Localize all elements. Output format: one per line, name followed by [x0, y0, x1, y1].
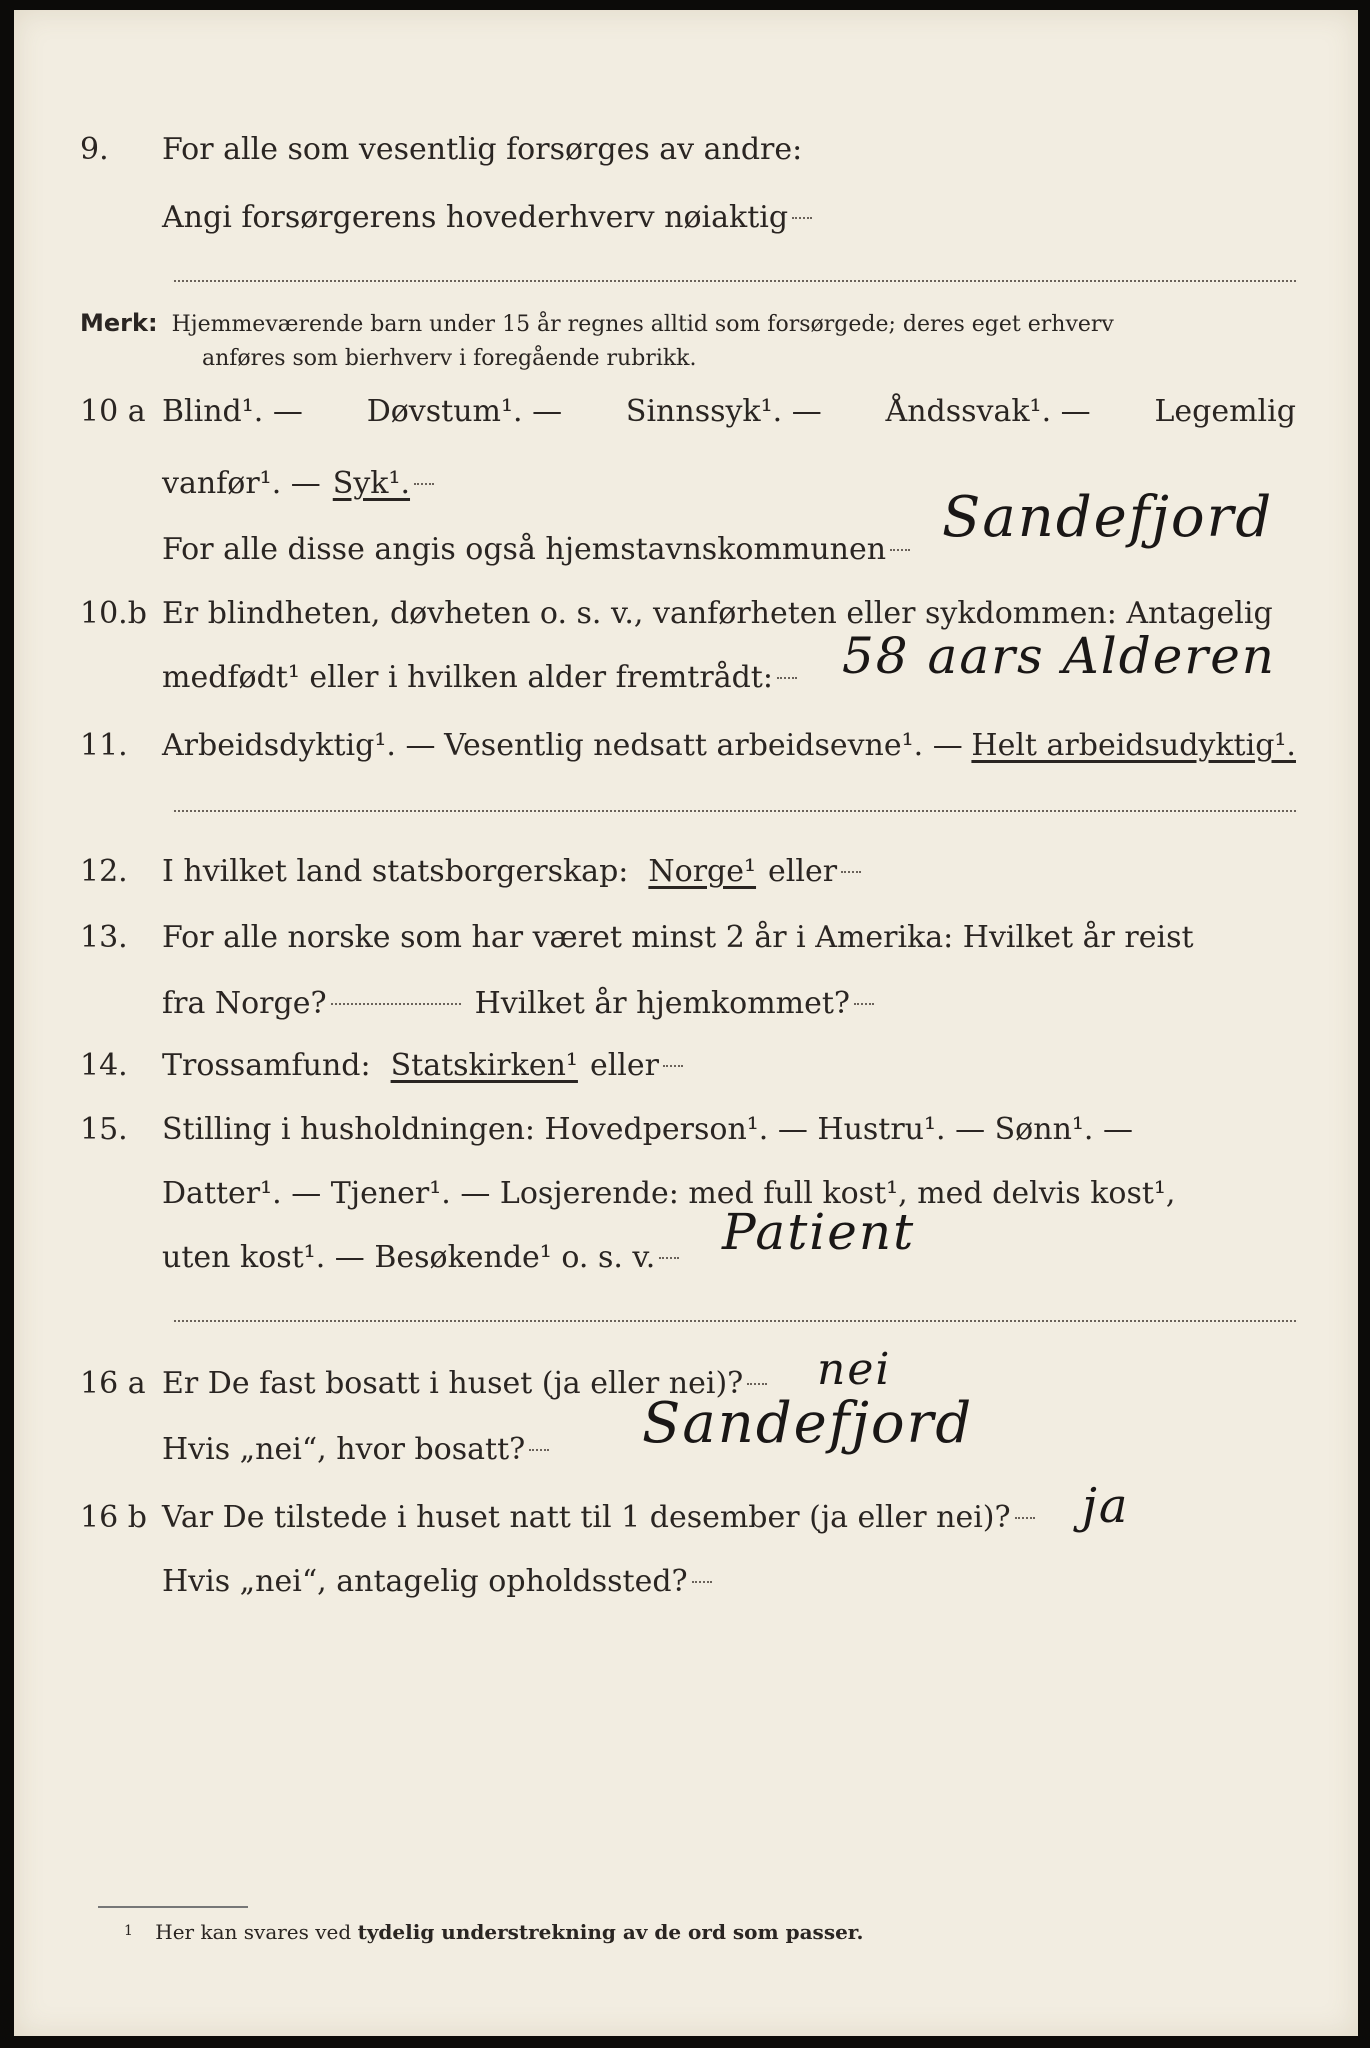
merk-text: Hjemmeværende barn under 15 år regnes alltid som forsørgede; deres eget erhverv: [171, 312, 1114, 337]
question-text: Er blindheten, døvheten o. s. v., vanførheten eller sykdommen: Antagelig: [162, 596, 1273, 631]
option-eller: eller: [768, 854, 838, 889]
question-15-line-3: [14, 1203, 1358, 1280]
handwritten-answer: Patient: [722, 1203, 916, 1261]
answer-dotted-line: [792, 217, 812, 219]
option-andssvak: Åndssvak¹. —: [885, 394, 1091, 429]
option-norge-underlined: Norge¹: [648, 854, 757, 889]
answer-dotted-line: [692, 1581, 712, 1583]
answer-dotted-line: [890, 549, 910, 551]
question-number: 14.: [80, 1048, 128, 1083]
question-number: 9.: [80, 132, 109, 167]
question-text: Er De fast bosatt i huset (ja eller nei)?: [162, 1366, 744, 1401]
question-9: [14, 128, 1358, 172]
question-14: [14, 1044, 1358, 1088]
answer-dotted-line: [174, 280, 1296, 282]
question-13: [14, 916, 1358, 960]
question-16b-line-2: [14, 1560, 1358, 1604]
question-10a: [14, 390, 1358, 434]
answer-dotted-line: [331, 1003, 461, 1005]
handwritten-answer: Sandefjord: [642, 1391, 974, 1456]
question-text: Datter¹. — Tjener¹. — Losjerende: med full kost¹, med delvis kost¹,: [162, 1176, 1176, 1211]
question-12: [14, 850, 1358, 894]
answer-dotted-line: [174, 810, 1296, 812]
option-syk-underlined: Syk¹.: [332, 466, 411, 501]
answer-dotted-line: [174, 1320, 1296, 1322]
option-eller: eller: [589, 1048, 659, 1083]
answer-dotted-line: [659, 1257, 679, 1259]
question-text: Trossamfund:: [162, 1048, 371, 1083]
question-text: For alle som vesentlig forsørges av andre:: [162, 132, 803, 167]
census-form-page: [14, 10, 1358, 2036]
answer-dotted-line: [529, 1449, 549, 1451]
option-statskirken-underlined: Statskirken¹: [390, 1048, 578, 1083]
answer-dotted-line: [854, 1003, 874, 1005]
option-arbeidsdyktig: Arbeidsdyktig¹. —: [162, 728, 436, 763]
question-number: 10 a: [80, 394, 146, 429]
question-15-line-2: [14, 1172, 1358, 1216]
question-number: 11.: [80, 728, 128, 763]
question-10b-line-2: [14, 627, 1358, 700]
answer-dotted-line: [414, 483, 434, 485]
question-text: Hvis „nei“, hvor bosatt?: [162, 1432, 526, 1467]
footnote-text-bold: tydelig understrekning av de ord som passer.: [357, 1920, 864, 1944]
handwritten-answer: nei: [817, 1344, 892, 1395]
option-legemlig: Legemlig: [1154, 394, 1296, 429]
question-number: 16 b: [80, 1500, 147, 1535]
footnote: [124, 1920, 863, 1944]
option-vanfor: vanfør¹. —: [162, 466, 321, 501]
handwritten-answer: ja: [1082, 1478, 1130, 1534]
question-9-line-2: [14, 196, 1358, 240]
answer-dotted-line: [777, 677, 797, 679]
option-helt-udyktig-underlined: Helt arbeidsudyktig¹.: [971, 728, 1296, 763]
answer-dotted-line: [747, 1383, 767, 1385]
question-text: Stilling i husholdningen: Hovedperson¹. — Hustru¹. — Sønn¹. —: [162, 1112, 1133, 1147]
question-number: 13.: [80, 920, 128, 955]
question-text: For alle norske som har været minst 2 år i Amerika: Hvilket år reist: [162, 920, 1194, 955]
question-text: I hvilket land statsborgerskap:: [162, 854, 629, 889]
option-dovstum: Døvstum¹. —: [366, 394, 563, 429]
question-16a-line-2: [14, 1391, 1358, 1472]
question-text: Var De tilstede i huset natt til 1 desember (ja eller nei)?: [162, 1500, 1011, 1535]
question-13-line-2: [14, 982, 1358, 1026]
question-text: Hvilket år hjemkommet?: [474, 986, 851, 1021]
option-sinnssyk: Sinnssyk¹. —: [625, 394, 822, 429]
question-15: [14, 1108, 1358, 1152]
question-text: medfødt¹ eller i hvilken alder fremtrådt:: [162, 660, 773, 695]
question-10a-line-3: [14, 485, 1358, 572]
footnote-mark: 1: [124, 1923, 133, 1939]
merk-label: Merk:: [80, 309, 158, 337]
option-nedsatt: Vesentlig nedsatt arbeidsevne¹. —: [444, 728, 963, 763]
question-number: 15.: [80, 1112, 128, 1147]
question-11: [14, 724, 1358, 768]
footnote-text: Her kan svares ved: [155, 1920, 352, 1944]
question-number: 12.: [80, 854, 128, 889]
question-text: For alle disse angis også hjemstavnskommunen: [162, 532, 887, 567]
answer-dotted-line: [663, 1065, 683, 1067]
handwritten-answer: Sandefjord: [942, 485, 1274, 550]
merk-text: anføres som bierhverv i foregående rubrikk.: [202, 346, 697, 371]
footnote-rule: [98, 1906, 248, 1908]
merk-note: [80, 306, 1296, 376]
question-text: uten kost¹. — Besøkende¹ o. s. v.: [162, 1240, 656, 1275]
question-number: 10.b: [80, 596, 147, 631]
question-16b: [14, 1478, 1358, 1540]
option-blind: Blind¹. —: [162, 394, 303, 429]
handwritten-answer: 58 aars Alderen: [842, 627, 1276, 685]
question-text: Angi forsørgerens hovederhverv nøiaktig: [162, 200, 789, 235]
question-text: fra Norge?: [162, 986, 327, 1021]
question-text: Hvis „nei“, antagelig opholdssted?: [162, 1564, 688, 1599]
answer-dotted-line: [1015, 1517, 1035, 1519]
answer-dotted-line: [841, 871, 861, 873]
question-number: 16 a: [80, 1366, 146, 1401]
